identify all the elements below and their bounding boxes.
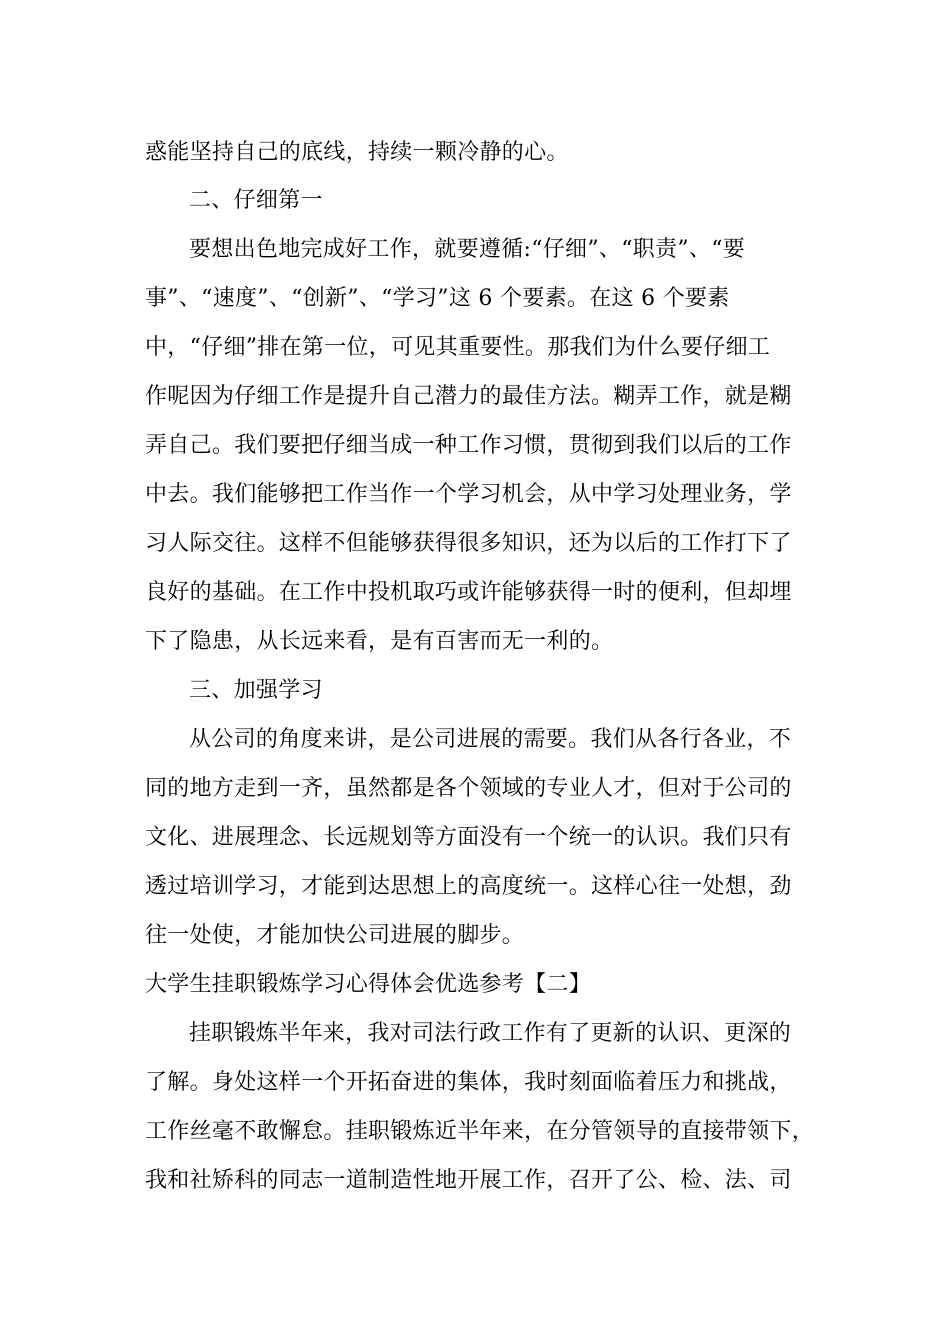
text-line: 我和社矫科的同志一道制造性地开展工作，召开了公、检、法、司 [145, 1168, 792, 1193]
text-line: 下了隐患，从长远来看，是有百害而无一利的。 [145, 629, 614, 654]
text-line: 惑能坚持自己的底线，持续一颗冷静的心。 [145, 140, 569, 165]
paragraph-first-line: 挂职锻炼半年来，我对司法行政工作有了更新的认识、更深的 [189, 1021, 792, 1046]
text-line: 习人际交往。这样不但能够获得很多知识，还为以后的工作打下了 [145, 531, 792, 556]
article-title: 大学生挂职锻炼学习心得体会优选参考【二】 [145, 972, 592, 997]
text-line: 工作丝毫不敢懈怠。挂职锻炼近半年来，在分管领导的直接带领下， [145, 1119, 815, 1144]
text-line: 弄自己。我们要把仔细当成一种工作习惯，贯彻到我们以后的工作 [145, 433, 792, 458]
section-heading: 三、加强学习 [189, 678, 323, 703]
paragraph-first-line: 从公司的角度来讲，是公司进展的需要。我们从各行各业，不 [189, 727, 792, 752]
text-line: 中，“仔细”排在第一位，可见其重要性。那我们为什么要仔细工 [145, 335, 771, 360]
text-line: 了解。身处这样一个开拓奋进的集体，我时刻面临着压力和挑战， [145, 1070, 792, 1095]
text-line: 作呢因为仔细工作是提升自己潜力的最佳方法。糊弄工作，就是糊 [145, 384, 792, 409]
text-line: 中去。我们能够把工作当作一个学习机会，从中学习处理业务，学 [145, 482, 792, 507]
section-heading: 二、仔细第一 [189, 188, 323, 213]
text-line: 良好的基础。在工作中投机取巧或许能够获得一时的便利，但却埋 [145, 580, 792, 605]
text-line: 事”、“速度”、“创新”、“学习”这 6 个要素。在这 6 个要素 [145, 286, 730, 311]
text-line: 往一处使，才能加快公司进展的脚步。 [145, 923, 525, 948]
paragraph-first-line: 要想出色地完成好工作，就要遵循:“仔细”、“职责”、“要 [189, 237, 746, 262]
text-line: 文化、进展理念、长远规划等方面没有一个统一的认识。我们只有 [145, 825, 792, 850]
text-line: 透过培训学习，才能到达思想上的高度统一。这样心往一处想，劲 [145, 874, 792, 899]
text-line: 同的地方走到一齐，虽然都是各个领域的专业人才，但对于公司的 [145, 776, 792, 801]
